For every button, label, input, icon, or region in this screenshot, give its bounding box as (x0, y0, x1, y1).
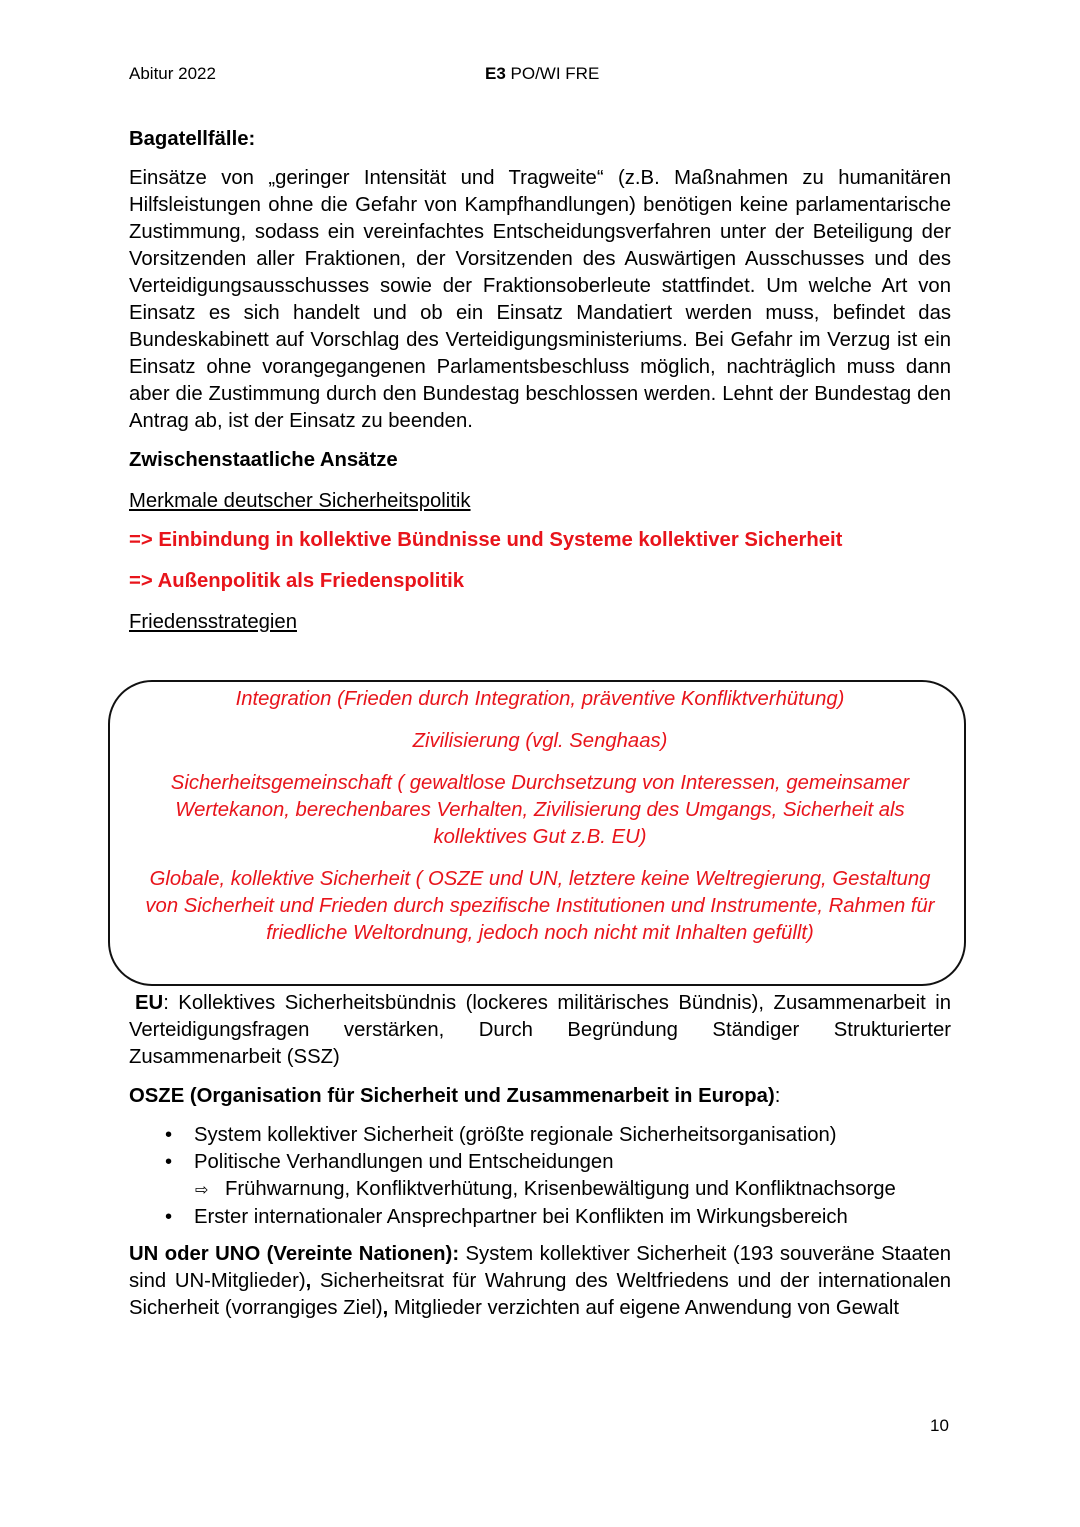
strategy-integration: Integration (Frieden durch Integration, präventive Konfliktverhütung) (235, 688, 845, 710)
header-center (485, 64, 599, 84)
list-item (129, 1122, 951, 1149)
strategy-sicherheitsgemeinschaft: Sicherheitsgemeinschaft ( gewaltlose Durchsetzung von Interessen, gemeinsamer Wertekanon, berechenbares Verhalten, Zivilisierung des Umgangs, Sicherheit als kollektives Gut z.B. EU) (170, 772, 910, 848)
un-separator-2: , (382, 1297, 389, 1319)
osze-bullet-1: System kollektiver Sicherheit (größte regionale Sicherheitsorganisation) (194, 1124, 837, 1146)
un-text-1: System kollektiver Sicherheit (193 souveräne Staaten sind UN-Mitglieder) (129, 1243, 951, 1292)
header-course-rest: PO/WI FRE (505, 64, 600, 83)
eu-paragraph (129, 990, 951, 1071)
osze-bullet-2: Politische Verhandlungen und Entscheidungen (194, 1151, 614, 1173)
eu-label: EU (135, 992, 164, 1014)
bagatell-paragraph: Einsätze von „geringer Intensität und Tragweite“ (z.B. Maßnahmen zu humanitären Hilfsleistungen ohne die Gefahr von Kampfhandlungen) benötigen keine parlamentarische Zustimmung, sodass ein vereinfachtes Entscheidungsverfahren unter der Beteiligung der Vorsitzenden aller Fraktionen, der Vorsitzenden des Auswärtigen Ausschusses und des Verteidigungsausschusses sowie der Fraktionsoberleute stattfindet. Um welche Art von Einsatz es sich handelt und ob ein Einsatz Mandatiert werden muss, befindet das Bundeskabinett auf Vorschlag des Verteidigungsministeriums. Bei Gefahr im Verzug ist ein Einsatz ohne vorangegangenen Parlamentsbeschluss möglich, nachträglich muss dann aber die Zustimmung durch den Bundestag beschlossen werden. Lehnt der Bundestag den Antrag ab, ist der Einsatz zu beenden. (129, 167, 951, 432)
un-text-2: Sicherheitsrat für Wahrung des Weltfriedens und der internationalen Sicherheit (vorrangiges Ziel) (129, 1270, 951, 1319)
page-number: 10 (930, 1416, 949, 1435)
bullet-icon: • (165, 1124, 173, 1146)
osze-bullet-3: Erster internationaler Ansprechpartner bei Konflikten im Wirkungsbereich (194, 1206, 848, 1228)
list-item (129, 1176, 951, 1204)
list-item (129, 1149, 951, 1176)
header-left: Abitur 2022 (129, 64, 216, 83)
un-paragraph (129, 1241, 951, 1322)
osze-colon: : (774, 1085, 781, 1107)
arrow-right-icon: ⇨ (195, 1182, 209, 1199)
main-content (129, 126, 951, 636)
strategies-list (140, 686, 940, 962)
strategien-label: Friedensstrategien (129, 611, 297, 633)
strategy-globale-sicherheit: Globale, kollektive Sicherheit ( OSZE und UN, letztere keine Weltregierung, Gestaltung von Sicherheit und Frieden durch spezifische Institutionen und Instrumente, Rahmen für friedliche Weltordnung, jedoch noch nicht mit Inhalten gefüllt) (145, 868, 935, 944)
header-course-code: E3 (485, 64, 506, 83)
organisations-section (129, 990, 951, 1334)
un-label: UN oder UNO (Vereinte Nationen): (129, 1243, 460, 1265)
bullet-icon: • (165, 1151, 173, 1173)
bagatell-heading: Bagatellfälle: (129, 128, 256, 150)
bullet-icon: • (165, 1206, 173, 1228)
zwischen-heading: Zwischenstaatliche Ansätze (129, 449, 398, 471)
osze-list (129, 1122, 951, 1231)
un-text-3: Mitglieder verzichten auf eigene Anwendung von Gewalt (388, 1297, 899, 1319)
page-header (129, 64, 951, 88)
merkmal-point-1: => Einbindung in kollektive Bündnisse und Systeme kollektiver Sicherheit (129, 529, 843, 551)
merkmale-label: Merkmale deutscher Sicherheitspolitik (129, 490, 471, 512)
merkmal-point-2: => Außenpolitik als Friedenspolitik (129, 570, 465, 592)
osze-heading (129, 1083, 951, 1110)
osze-sub-item: Frühwarnung, Konfliktverhütung, Krisenbewältigung und Konfliktnachsorge (225, 1178, 896, 1200)
eu-text: : Kollektives Sicherheitsbündnis (lockeres militärisches Bündnis), Zusammenarbeit in Verteidigungsfragen verstärken, Durch Begründung Ständiger Strukturierter Zusammenarbeit (SSZ) (129, 992, 951, 1068)
osze-title: OSZE (Organisation für Sicherheit und Zusammenarbeit in Europa) (129, 1085, 775, 1107)
list-item (129, 1204, 951, 1231)
un-separator-1: , (305, 1270, 312, 1292)
strategy-zivilisierung: Zivilisierung (vgl. Senghaas) (412, 730, 668, 752)
